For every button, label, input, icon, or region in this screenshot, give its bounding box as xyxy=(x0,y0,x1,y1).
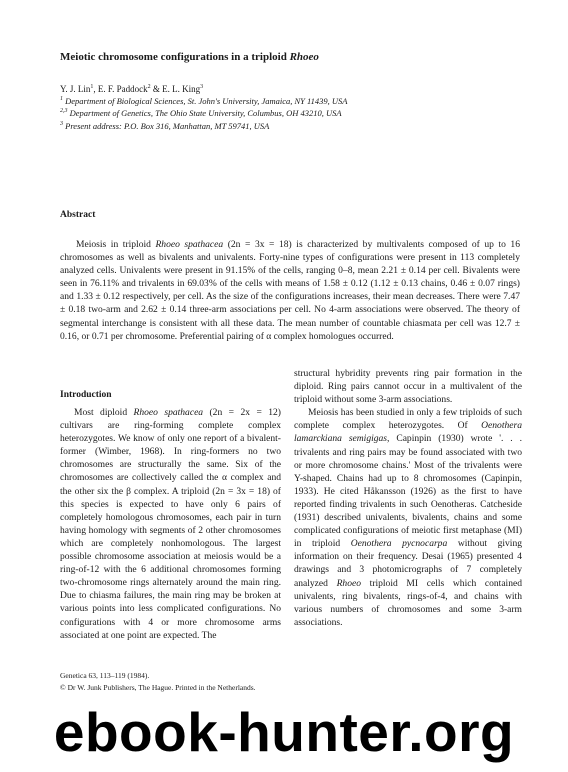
intro-text: (2n = 2x = 12) cultivars are ring-forming complete complex heterozygotes. We know of only one report of a bivalent-former (Wimber, 1968). In ring-formers no two chromosomes are structurally the same. Six of the chromosomes are collectively called the α complex and the other six the β complex. A triploid (2n = 3x = 18) of this species is expected to have only 6 pairs of completely homologous chromosomes, each pair in turn having homology with segments of 2 other chromosomes which are completely nonhomologous. The largest possible chromosome association at meiosis would be a ring-of-12 with the 6 additional chromosomes forming two-chromosome rings alternately around the main ring. Due to chiasma failures, the main ring may be broken at various points into less complicated configurations. No configurations with 4 or more chromosome arms associated at one point are expected. The xyxy=(60,407,281,641)
title-text: Meiotic chromosome configurations in a triploid xyxy=(60,51,290,63)
intro-paragraph-1-continued: structural hybridity prevents ring pair formation in the diploid. Ring pairs cannot occur in a multivalent of the triploid without some 3-arm associations. xyxy=(294,368,522,406)
affiliation-text: Department of Genetics, The Ohio State University, Columbus, OH 43210, USA xyxy=(67,108,342,118)
affiliation-2 xyxy=(60,108,342,118)
publisher-copyright: © Dr W. Junk Publishers, The Hague. Printed in the Netherlands. xyxy=(60,683,256,692)
author-1: Y. J. Lin xyxy=(60,84,91,94)
author-2: , E. F. Paddock xyxy=(93,84,148,94)
author-list xyxy=(60,84,203,94)
introduction-heading: Introduction xyxy=(60,390,112,400)
affiliation-text: Department of Biological Sciences, St. John's University, Jamaica, NY 11439, USA xyxy=(63,96,348,106)
right-column xyxy=(294,367,522,629)
species-name: Rhoeo spathacea xyxy=(155,239,224,250)
title-genus: Rhoeo xyxy=(289,51,319,63)
affiliation-1 xyxy=(60,96,347,106)
affiliation-text: Present address: P.O. Box 316, Manhattan, MT 59741, USA xyxy=(63,121,270,131)
affiliation-mark: 2,3 xyxy=(60,108,68,115)
intro-text: Most diploid xyxy=(74,407,134,418)
abstract-text: Meiosis in triploid xyxy=(76,239,156,250)
journal-citation: Genetica 63, 113–119 (1984). xyxy=(60,671,150,680)
author-2-mark: 2 xyxy=(147,84,151,90)
paper-title xyxy=(60,51,520,63)
affiliation-3 xyxy=(60,121,269,131)
abstract-body xyxy=(60,238,520,343)
author-3: & E. L. King xyxy=(150,84,201,94)
intro-text: triploid MI cells which contained univalents, ring bivalents, rings-of-4, and chains with various numbers of chromosomes and some 3-arm associations. xyxy=(294,577,522,628)
abstract-heading: Abstract xyxy=(60,210,96,220)
watermark: ebook-hunter.org xyxy=(53,701,515,763)
author-3-mark: 3 xyxy=(200,84,204,90)
species-name: Oenothera lamarckiana semigigas xyxy=(294,420,522,445)
abstract-text: (2n = 3x = 18) is characterized by multivalents composed of up to 16 chromosomes as well as bivalents and univalents. Forty-nine types of configurations were present in 113 completely analyzed cells. Univalents were present in 91.15% of the cells, ranging 0–8, mean 2.21 ± 0.14 per cell. Bivalents were seen in 76.11% and trivalents in 69.03% of the cells with means of 1.58 ± 0.12 (1.12 ± 0.13 chains, 0.46 ± 0.07 rings) and 1.33 ± 0.12 respectively, per cell. As the size of the configurations increases, their mean decreases. There were 7.47 ± 0.18 two-arm and 2.62 ± 0.14 three-arm associations per cell. No 4-arm associations were observed. The theory of segmental interchange is consistent with all these data. The mean number of countable chiasmata per cell was 12.7 ± 0.16, or 0.71 per chromosome. Preferential pairing of α complex homologues occurred. xyxy=(60,239,520,342)
species-name: Oenothera pycnocarpa xyxy=(350,538,448,550)
intro-text: Meiosis has been studied in only a few triploids of such complete complex heterozygotes. Of xyxy=(294,407,522,432)
affiliation-mark: 1 xyxy=(60,96,63,103)
affiliation-mark: 3 xyxy=(60,121,63,128)
species-name: Rhoeo xyxy=(336,577,361,589)
intro-text: , Capinpin (1930) wrote '. . . trivalents and ring pairs may be found associated with two or more chromosome chains.' Most of the trivalents were Y-shaped. Chains had up to 8 chromosomes (Capinpin, 1933). He cited Håkansson (1926) as the first to have reported finding trivalents in such Oenotheras. Catcheside (1931) described univalents, bivalents, chains and some complicated configurations of meiotic first metaphase (MI) in triploid xyxy=(294,433,522,550)
intro-paragraph-1 xyxy=(60,406,281,642)
left-column xyxy=(60,406,281,642)
intro-paragraph-2 xyxy=(294,406,522,629)
species-name: Rhoeo spathacea xyxy=(133,407,204,418)
author-1-mark: 1 xyxy=(90,84,94,90)
intro-text: without giving information on their frequency. Desai (1965) presented 4 drawings and 3 photomicrographs of 7 completely analyzed xyxy=(294,538,522,589)
